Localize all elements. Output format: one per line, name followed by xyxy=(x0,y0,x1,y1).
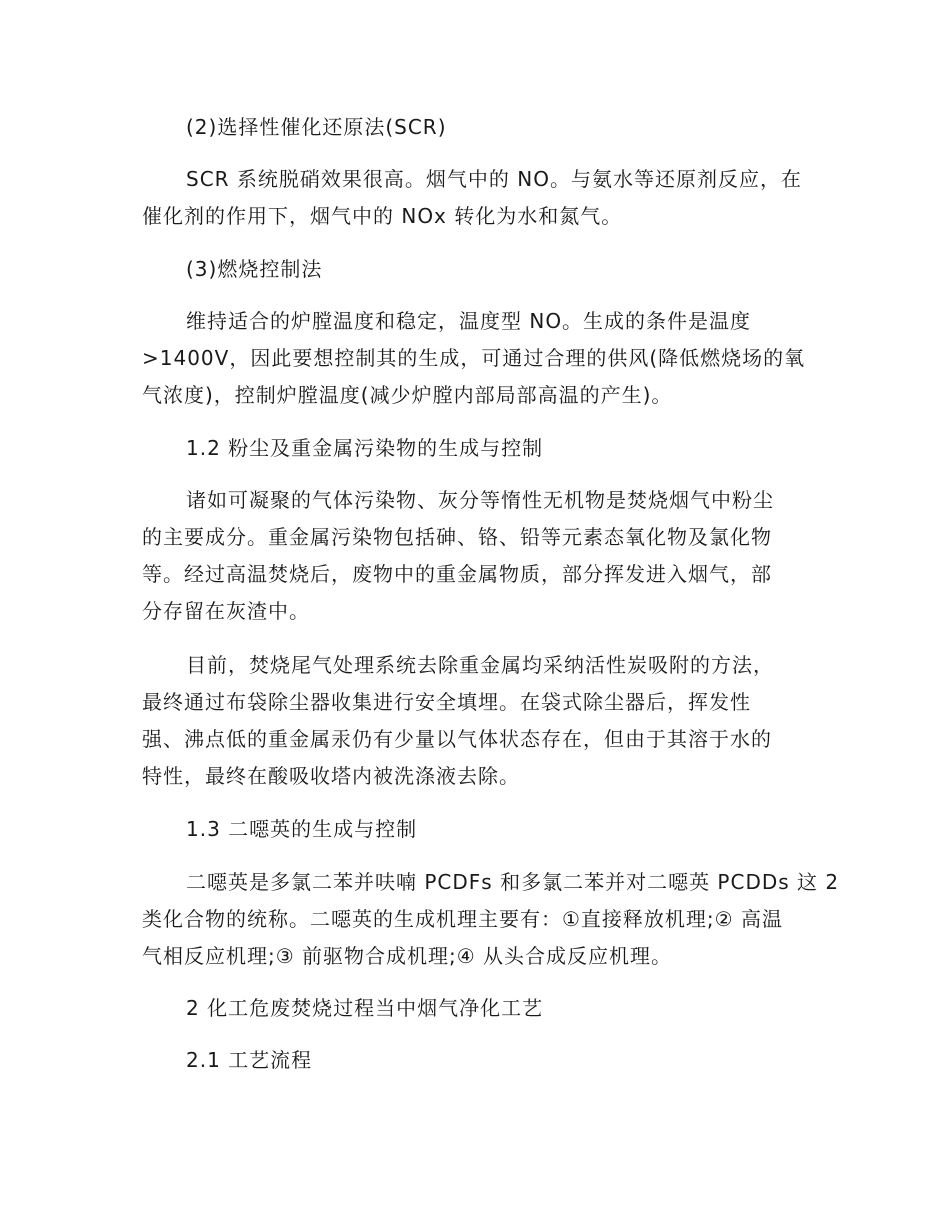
paragraph-dioxin-line-3: 气相反应机理;③ 前驱物合成机理;④ 从头合成反应机理。 xyxy=(142,944,673,968)
heading-section-2-1: 2.1 工艺流程 xyxy=(186,1048,313,1072)
paragraph-heavy-metal-line-2: 最终通过布袋除尘器收集进行安全填埋。在袋式除尘器后，挥发性 xyxy=(142,690,751,714)
paragraph-combustion-line-2: >1400V，因此要想控制其的生成，可通过合理的供风(降低燃烧场的氧 xyxy=(142,346,806,370)
paragraph-dioxin-line-1: 二噁英是多氯二苯并呋喃 PCDFs 和多氯二苯并对二噁英 PCDDs 这 2 xyxy=(186,870,840,894)
heading-scr: (2)选择性催化还原法(SCR) xyxy=(186,115,447,139)
paragraph-combustion-line-3: 气浓度)，控制炉膛温度(减少炉膛内部局部高温的产生)。 xyxy=(142,383,673,407)
paragraph-dust-line-3: 等。经过高温焚烧后，废物中的重金属物质，部分挥发进入烟气，部 xyxy=(142,562,772,586)
paragraph-heavy-metal-line-4: 特性，最终在酸吸收塔内被洗涤液去除。 xyxy=(142,764,520,788)
heading-section-1-2: 1.2 粉尘及重金属污染物的生成与控制 xyxy=(186,436,544,460)
paragraph-heavy-metal-line-1: 目前，焚烧尾气处理系统去除重金属均采纳活性炭吸附的方法， xyxy=(186,653,774,677)
paragraph-scr-line-1: SCR 系统脱硝效果很高。烟气中的 NO。与氨水等还原剂反应，在 xyxy=(186,167,802,191)
paragraph-dioxin-line-2: 类化合物的统称。二噁英的生成机理主要有：①直接释放机理;② 高温 xyxy=(142,907,783,931)
paragraph-dust-line-2: 的主要成分。重金属污染物包括砷、铬、铅等元素态氧化物及氯化物 xyxy=(142,525,772,549)
heading-section-2: 2 化工危废焚烧过程当中烟气净化工艺 xyxy=(186,996,544,1020)
heading-combustion-control: (3)燃烧控制法 xyxy=(186,257,323,281)
paragraph-dust-line-1: 诸如可凝聚的气体污染物、灰分等惰性无机物是焚烧烟气中粉尘 xyxy=(186,488,774,512)
paragraph-combustion-line-1: 维持适合的炉膛温度和稳定，温度型 NO。生成的条件是温度 xyxy=(186,309,752,333)
heading-section-1-3: 1.3 二噁英的生成与控制 xyxy=(186,817,418,841)
paragraph-scr-line-2: 催化剂的作用下，烟气中的 NOx 转化为水和氮气。 xyxy=(142,204,623,228)
paragraph-heavy-metal-line-3: 强、沸点低的重金属汞仍有少量以气体状态存在，但由于其溶于水的 xyxy=(142,727,772,751)
paragraph-dust-line-4: 分存留在灰渣中。 xyxy=(142,599,310,623)
